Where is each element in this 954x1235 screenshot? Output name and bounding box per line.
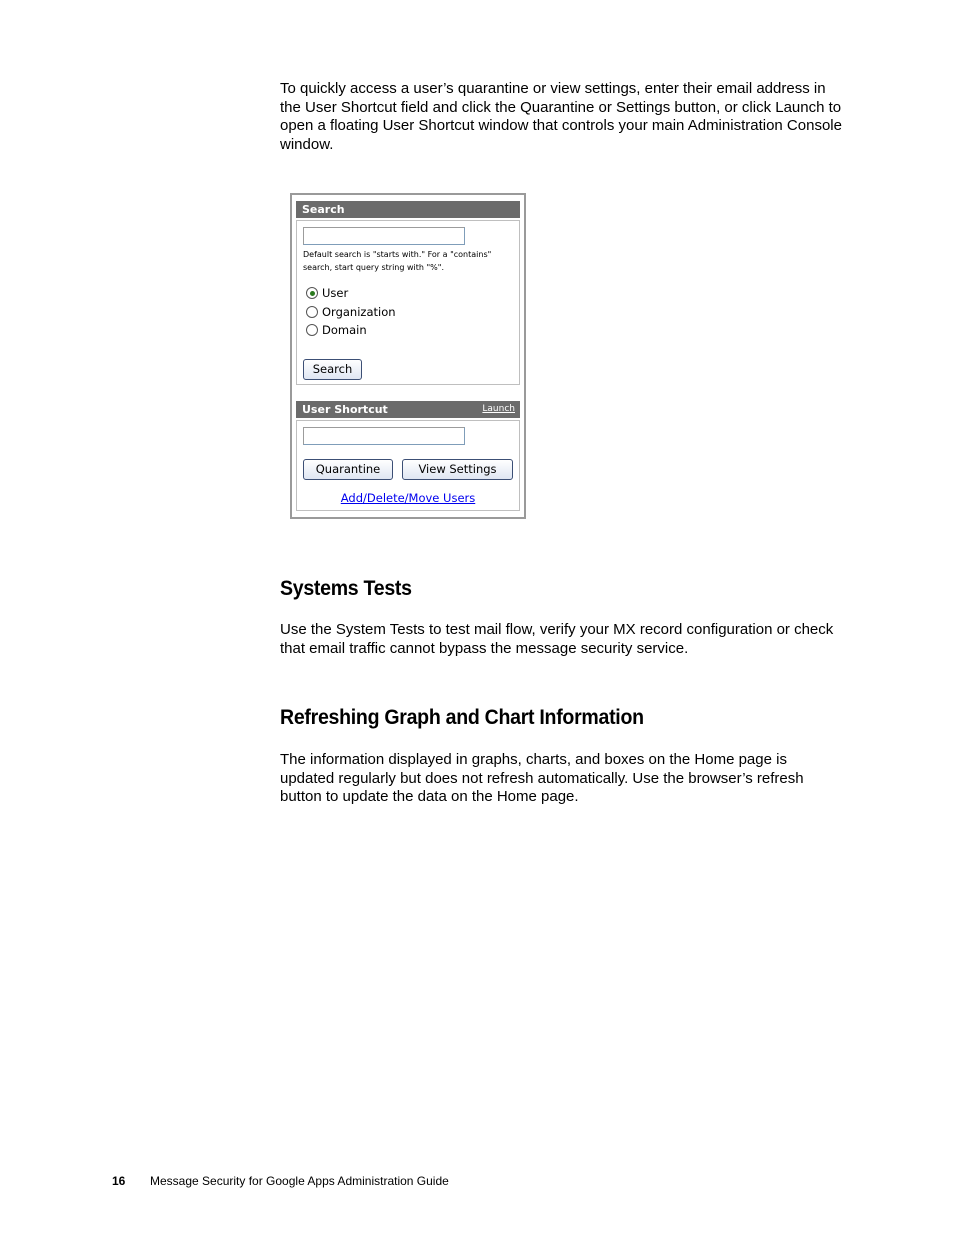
user-shortcut-section (296, 420, 520, 511)
radio-domain-icon[interactable] (306, 324, 318, 336)
refreshing-heading: Refreshing Graph and Chart Information (280, 706, 644, 729)
systems-tests-heading: Systems Tests (280, 577, 412, 600)
radio-user-label: User (322, 286, 349, 300)
search-section-header (296, 201, 520, 218)
systems-tests-paragraph: Use the System Tests to test mail flow, verify your MX record configuration or check that email traffic cannot bypass the message security service. (280, 621, 834, 657)
user-shortcut-section-header (296, 401, 520, 418)
radio-organization-icon[interactable] (306, 306, 318, 318)
user-shortcut-input[interactable] (303, 427, 465, 445)
search-section-title: Search (302, 203, 345, 216)
view-settings-button[interactable]: View Settings (402, 459, 513, 480)
radio-organization-label: Organization (322, 305, 396, 319)
radio-domain-label: Domain (322, 323, 367, 337)
search-hint-line-1: Default search is "starts with." For a "contains" (303, 250, 492, 259)
console-screenshot-panel (290, 193, 526, 519)
page-footer (112, 1174, 449, 1188)
intro-paragraph: To quickly access a user’s quarantine or view settings, enter their email address in the User Shortcut field and click the Quarantine or Settings button, or click Launch to open a floating User Shortcut window that controls your main Administration Console window. (280, 80, 842, 153)
add-delete-move-users-link[interactable]: Add/Delete/Move Users (340, 491, 476, 505)
radio-user[interactable] (306, 285, 348, 301)
radio-user-selected-icon[interactable] (306, 287, 318, 299)
search-button[interactable]: Search (303, 359, 362, 380)
launch-link[interactable]: Launch (482, 404, 515, 414)
search-hint (303, 249, 515, 274)
radio-organization[interactable] (306, 304, 396, 320)
footer-title: Message Security for Google Apps Administration Guide (150, 1174, 449, 1188)
refreshing-paragraph: The information displayed in graphs, charts, and boxes on the Home page is updated regularly but does not refresh automatically. Use the browser’s refresh button to update the data on the Home page. (280, 751, 804, 806)
page-number: 16 (112, 1174, 126, 1188)
search-section (296, 220, 520, 385)
user-shortcut-title: User Shortcut (302, 403, 388, 416)
quarantine-button[interactable]: Quarantine (303, 459, 393, 480)
radio-domain[interactable] (306, 322, 367, 338)
search-hint-line-2: search, start query string with "%". (303, 262, 444, 272)
search-input[interactable] (303, 227, 465, 245)
